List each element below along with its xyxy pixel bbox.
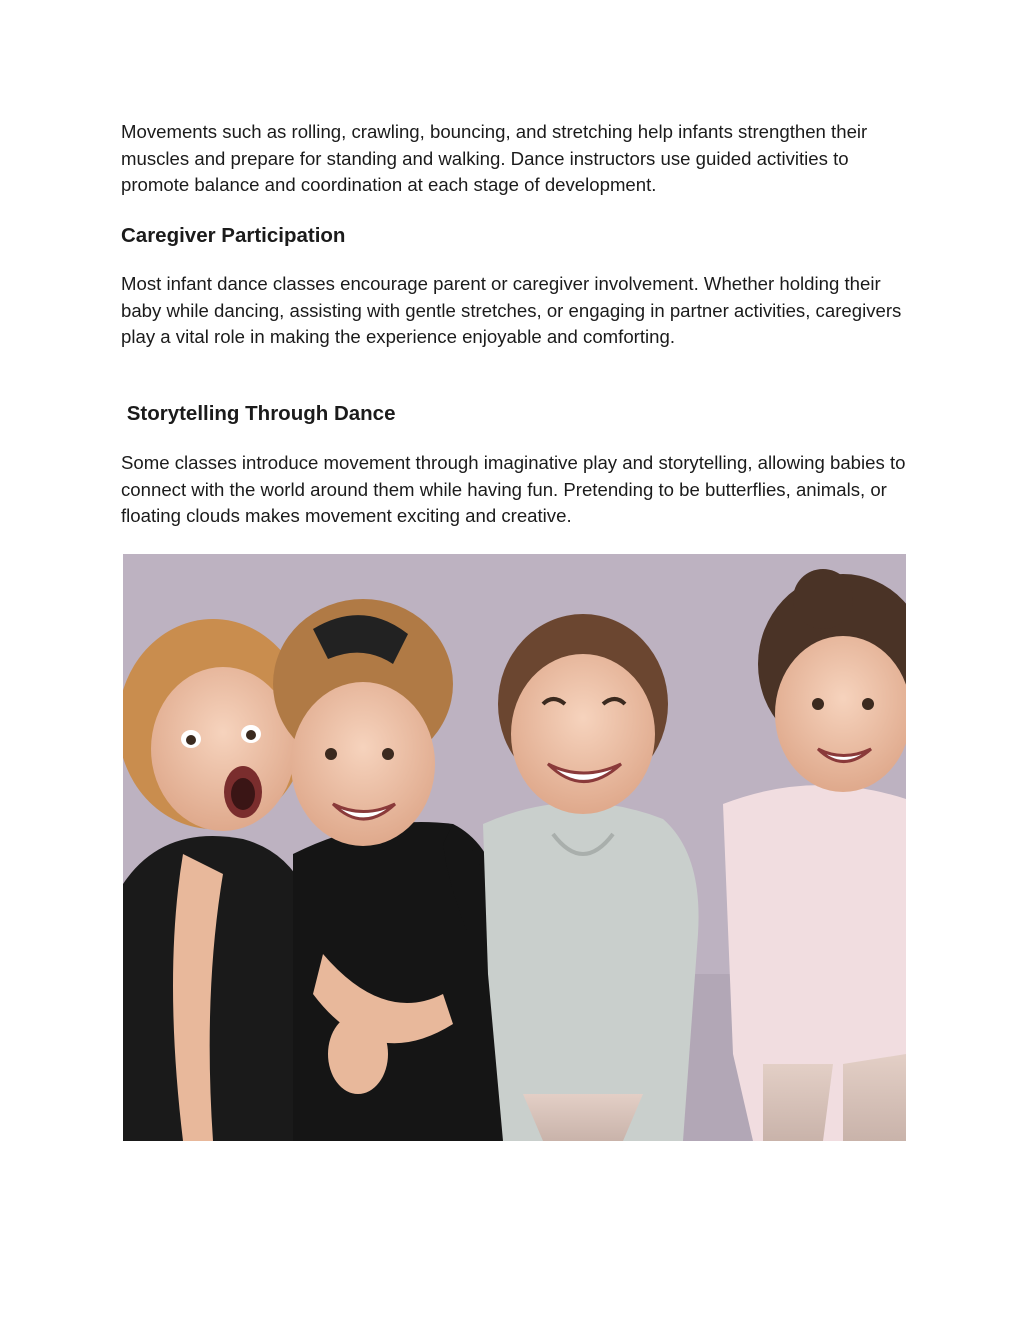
photo-four-girls-in-leotards (123, 554, 906, 1141)
paragraph-movements: Movements such as rolling, crawling, bouncing, and stretching help infants strengthen their muscles and prepare for standing and walking. Dance instructors use guided activities to promote balance and coordination at each stage of development. (121, 121, 868, 196)
heading-storytelling: Storytelling Through Dance (121, 402, 396, 425)
heading-caregiver-participation: Caregiver Participation (121, 224, 346, 247)
paragraph-caregiver: Most infant dance classes encourage parent or caregiver involvement. Whether holding their baby while dancing, assisting with gentle stretches, or engaging in partner activities, caregivers play a vital role in making the experience enjoyable and comforting. (121, 273, 902, 348)
girl-3 (483, 614, 699, 1141)
paragraph-storytelling: Some classes introduce movement through imaginative play and storytelling, allowing babies to connect with the world around them while having fun. Pretending to be butterflies, animals, or floating clouds makes movement exciting and creative. (121, 452, 906, 527)
